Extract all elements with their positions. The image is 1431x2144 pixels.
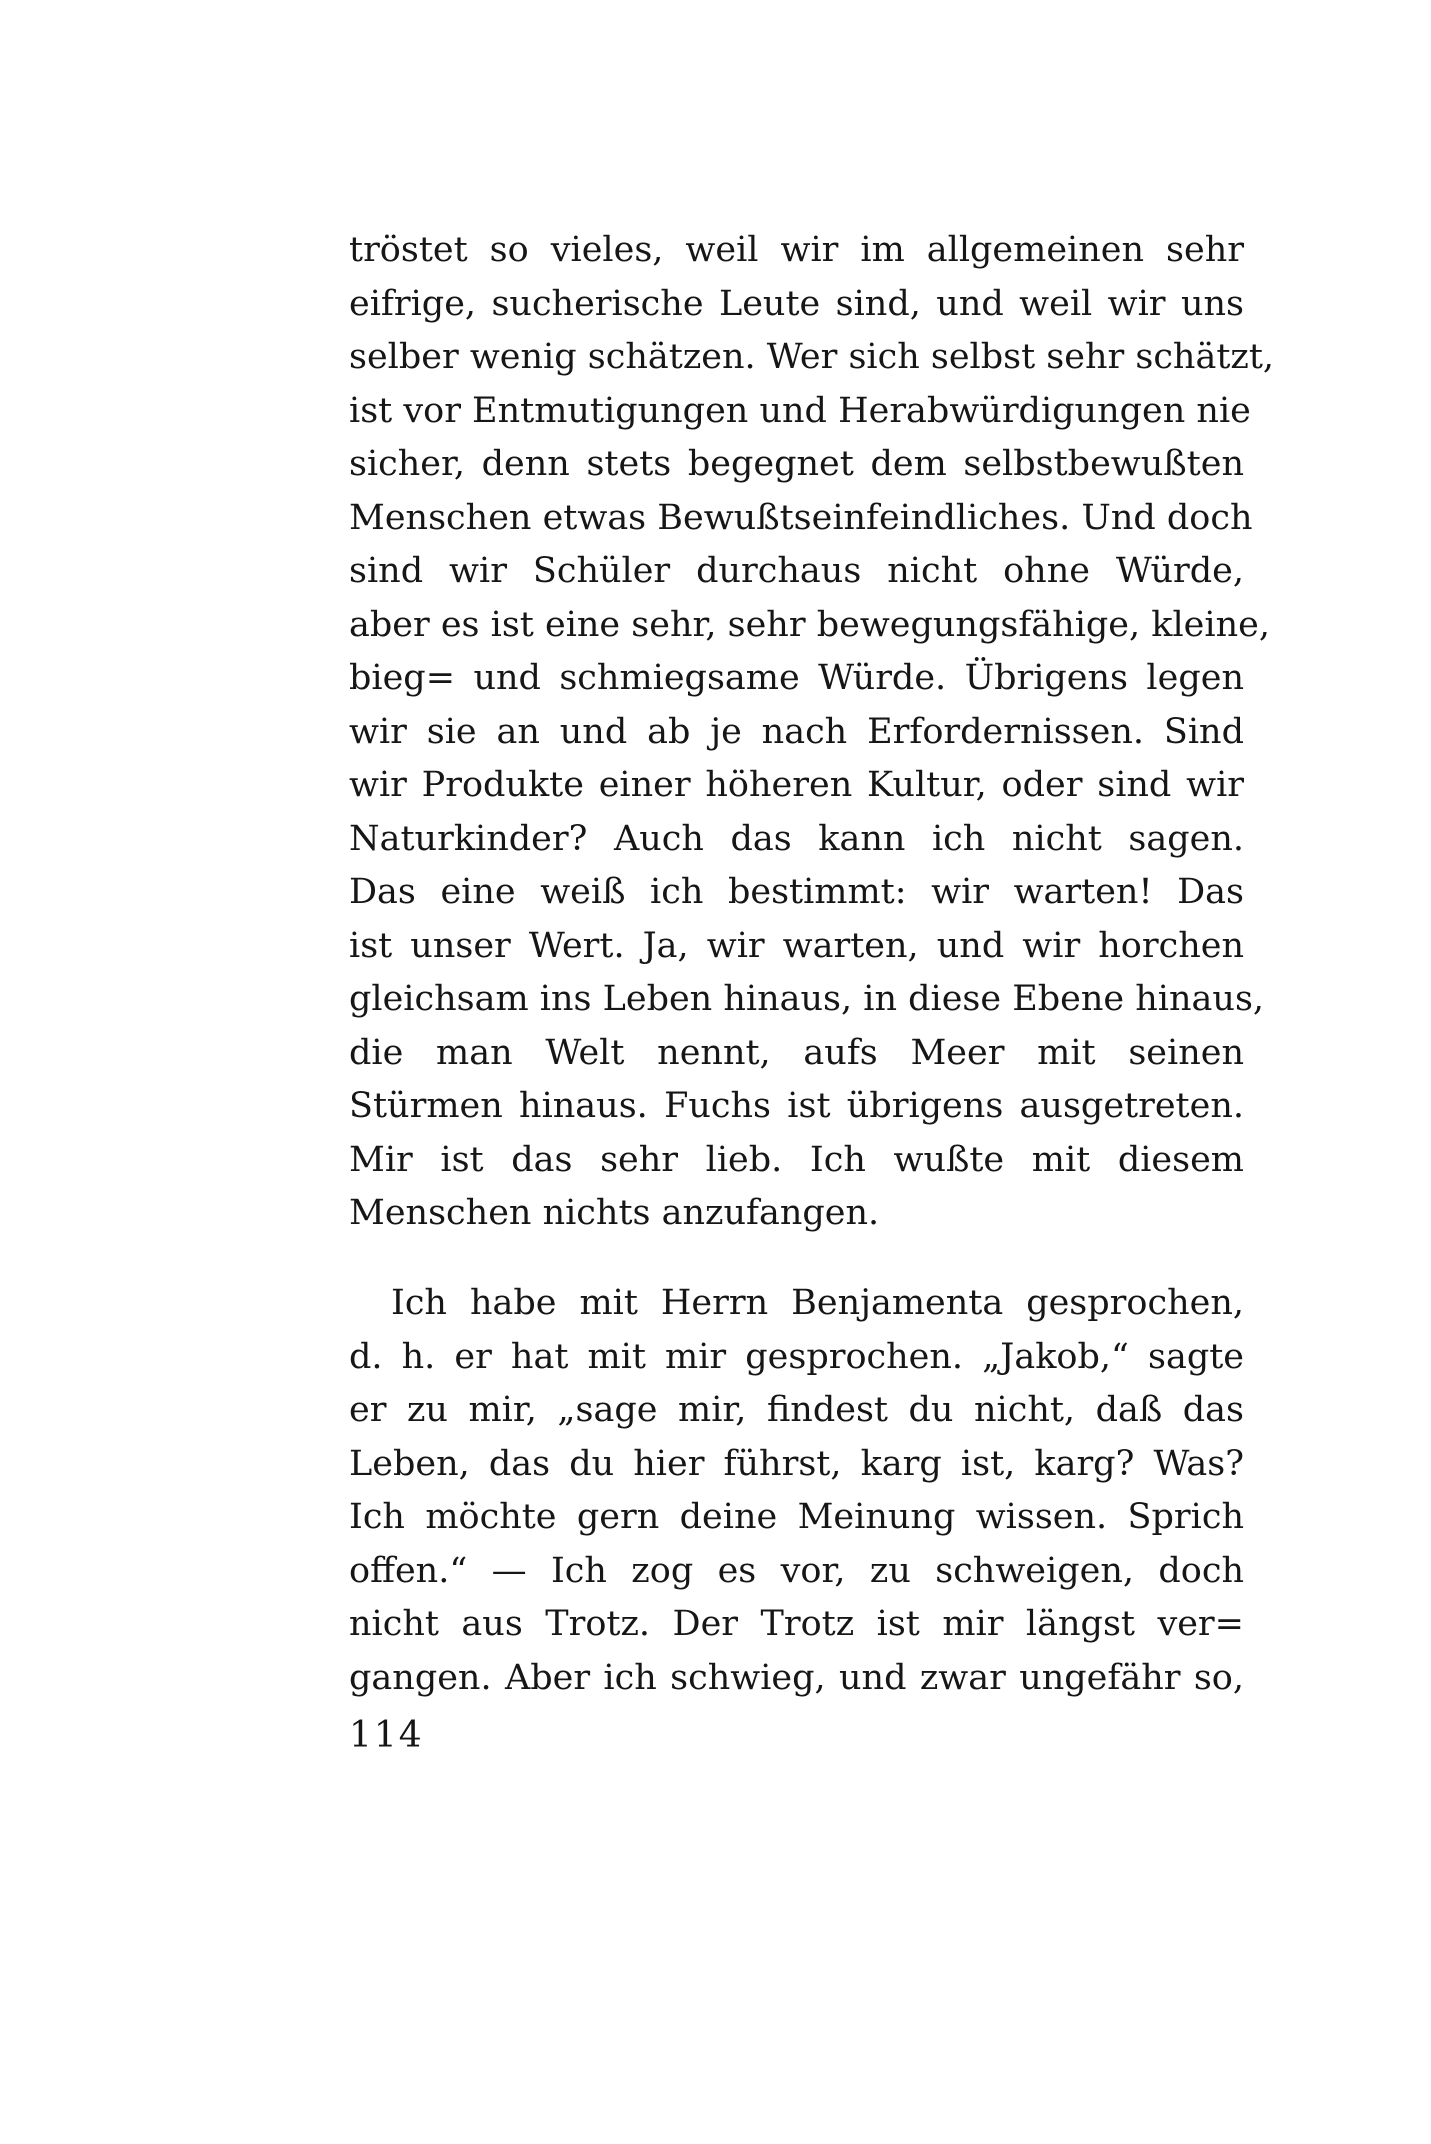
text-line: eifrige, sucherische Leute sind, und weil wir uns (349, 283, 1244, 324)
text-line: die man Welt nennt, aufs Meer mit seinen (349, 1032, 1244, 1073)
text-line: Mir ist das sehr lieb. Ich wußte mit diesem (349, 1139, 1244, 1180)
text-line: Naturkinder? Auch das kann ich nicht sagen. (349, 818, 1244, 859)
text-line: Ich habe mit Herrn Benjamenta gesprochen, (391, 1283, 1244, 1323)
paragraph-2 (349, 1277, 1244, 1705)
text-line: Stürmen hinaus. Fuchs ist übrigens ausgetreten. (349, 1086, 1244, 1126)
text-line: d. h. er hat mit mir gesprochen. „Jakob,“ sagte (349, 1336, 1244, 1377)
text-line: ist unser Wert. Ja, wir warten, und wir horchen (349, 925, 1244, 966)
paragraph-1 (349, 224, 1275, 1241)
text-line: offen.“ — Ich zog es vor, zu schweigen, doch (349, 1550, 1244, 1591)
text-line: tröstet so vieles, weil wir im allgemeinen sehr (349, 230, 1244, 270)
text-line: Leben, das du hier führst, karg ist, karg? Was? (349, 1443, 1244, 1484)
text-line: wir sie an und ab je nach Erfordernissen. Sind (349, 711, 1244, 752)
text-line: Das eine weiß ich bestimmt: wir warten! Das (349, 872, 1244, 912)
text-line: Ich möchte gern deine Meinung wissen. Sprich (349, 1497, 1244, 1537)
text-line: selber wenig schätzen. Wer sich selbst sehr schätzt, (349, 337, 1275, 377)
text-line: sind wir Schüler durchaus nicht ohne Würde, (349, 551, 1244, 591)
text-line: bieg= und schmiegsame Würde. Übrigens legen (349, 658, 1244, 698)
text-line: Menschen nichts anzufangen. (349, 1193, 880, 1233)
page-number: 114 (349, 1715, 424, 1756)
text-line: wir Produkte einer höheren Kultur, oder sind wir (349, 765, 1244, 805)
text-line: nicht aus Trotz. Der Trotz ist mir längst ver= (349, 1604, 1244, 1644)
text-line: er zu mir, „sage mir, findest du nicht, daß das (349, 1390, 1244, 1430)
text-line: gangen. Aber ich schwieg, und zwar ungefähr so, (349, 1657, 1244, 1698)
text-line: Menschen etwas Bewußtseinfeindliches. Und doch (349, 497, 1253, 538)
text-line: sicher, denn stets begegnet dem selbstbewußten (349, 444, 1244, 484)
text-line: aber es ist eine sehr, sehr bewegungsfähige, kleine, (349, 604, 1270, 645)
text-line: gleichsam ins Leben hinaus, in diese Ebene hinaus, (349, 979, 1265, 1019)
text-line: ist vor Entmutigungen und Herabwürdigungen nie (349, 390, 1251, 431)
